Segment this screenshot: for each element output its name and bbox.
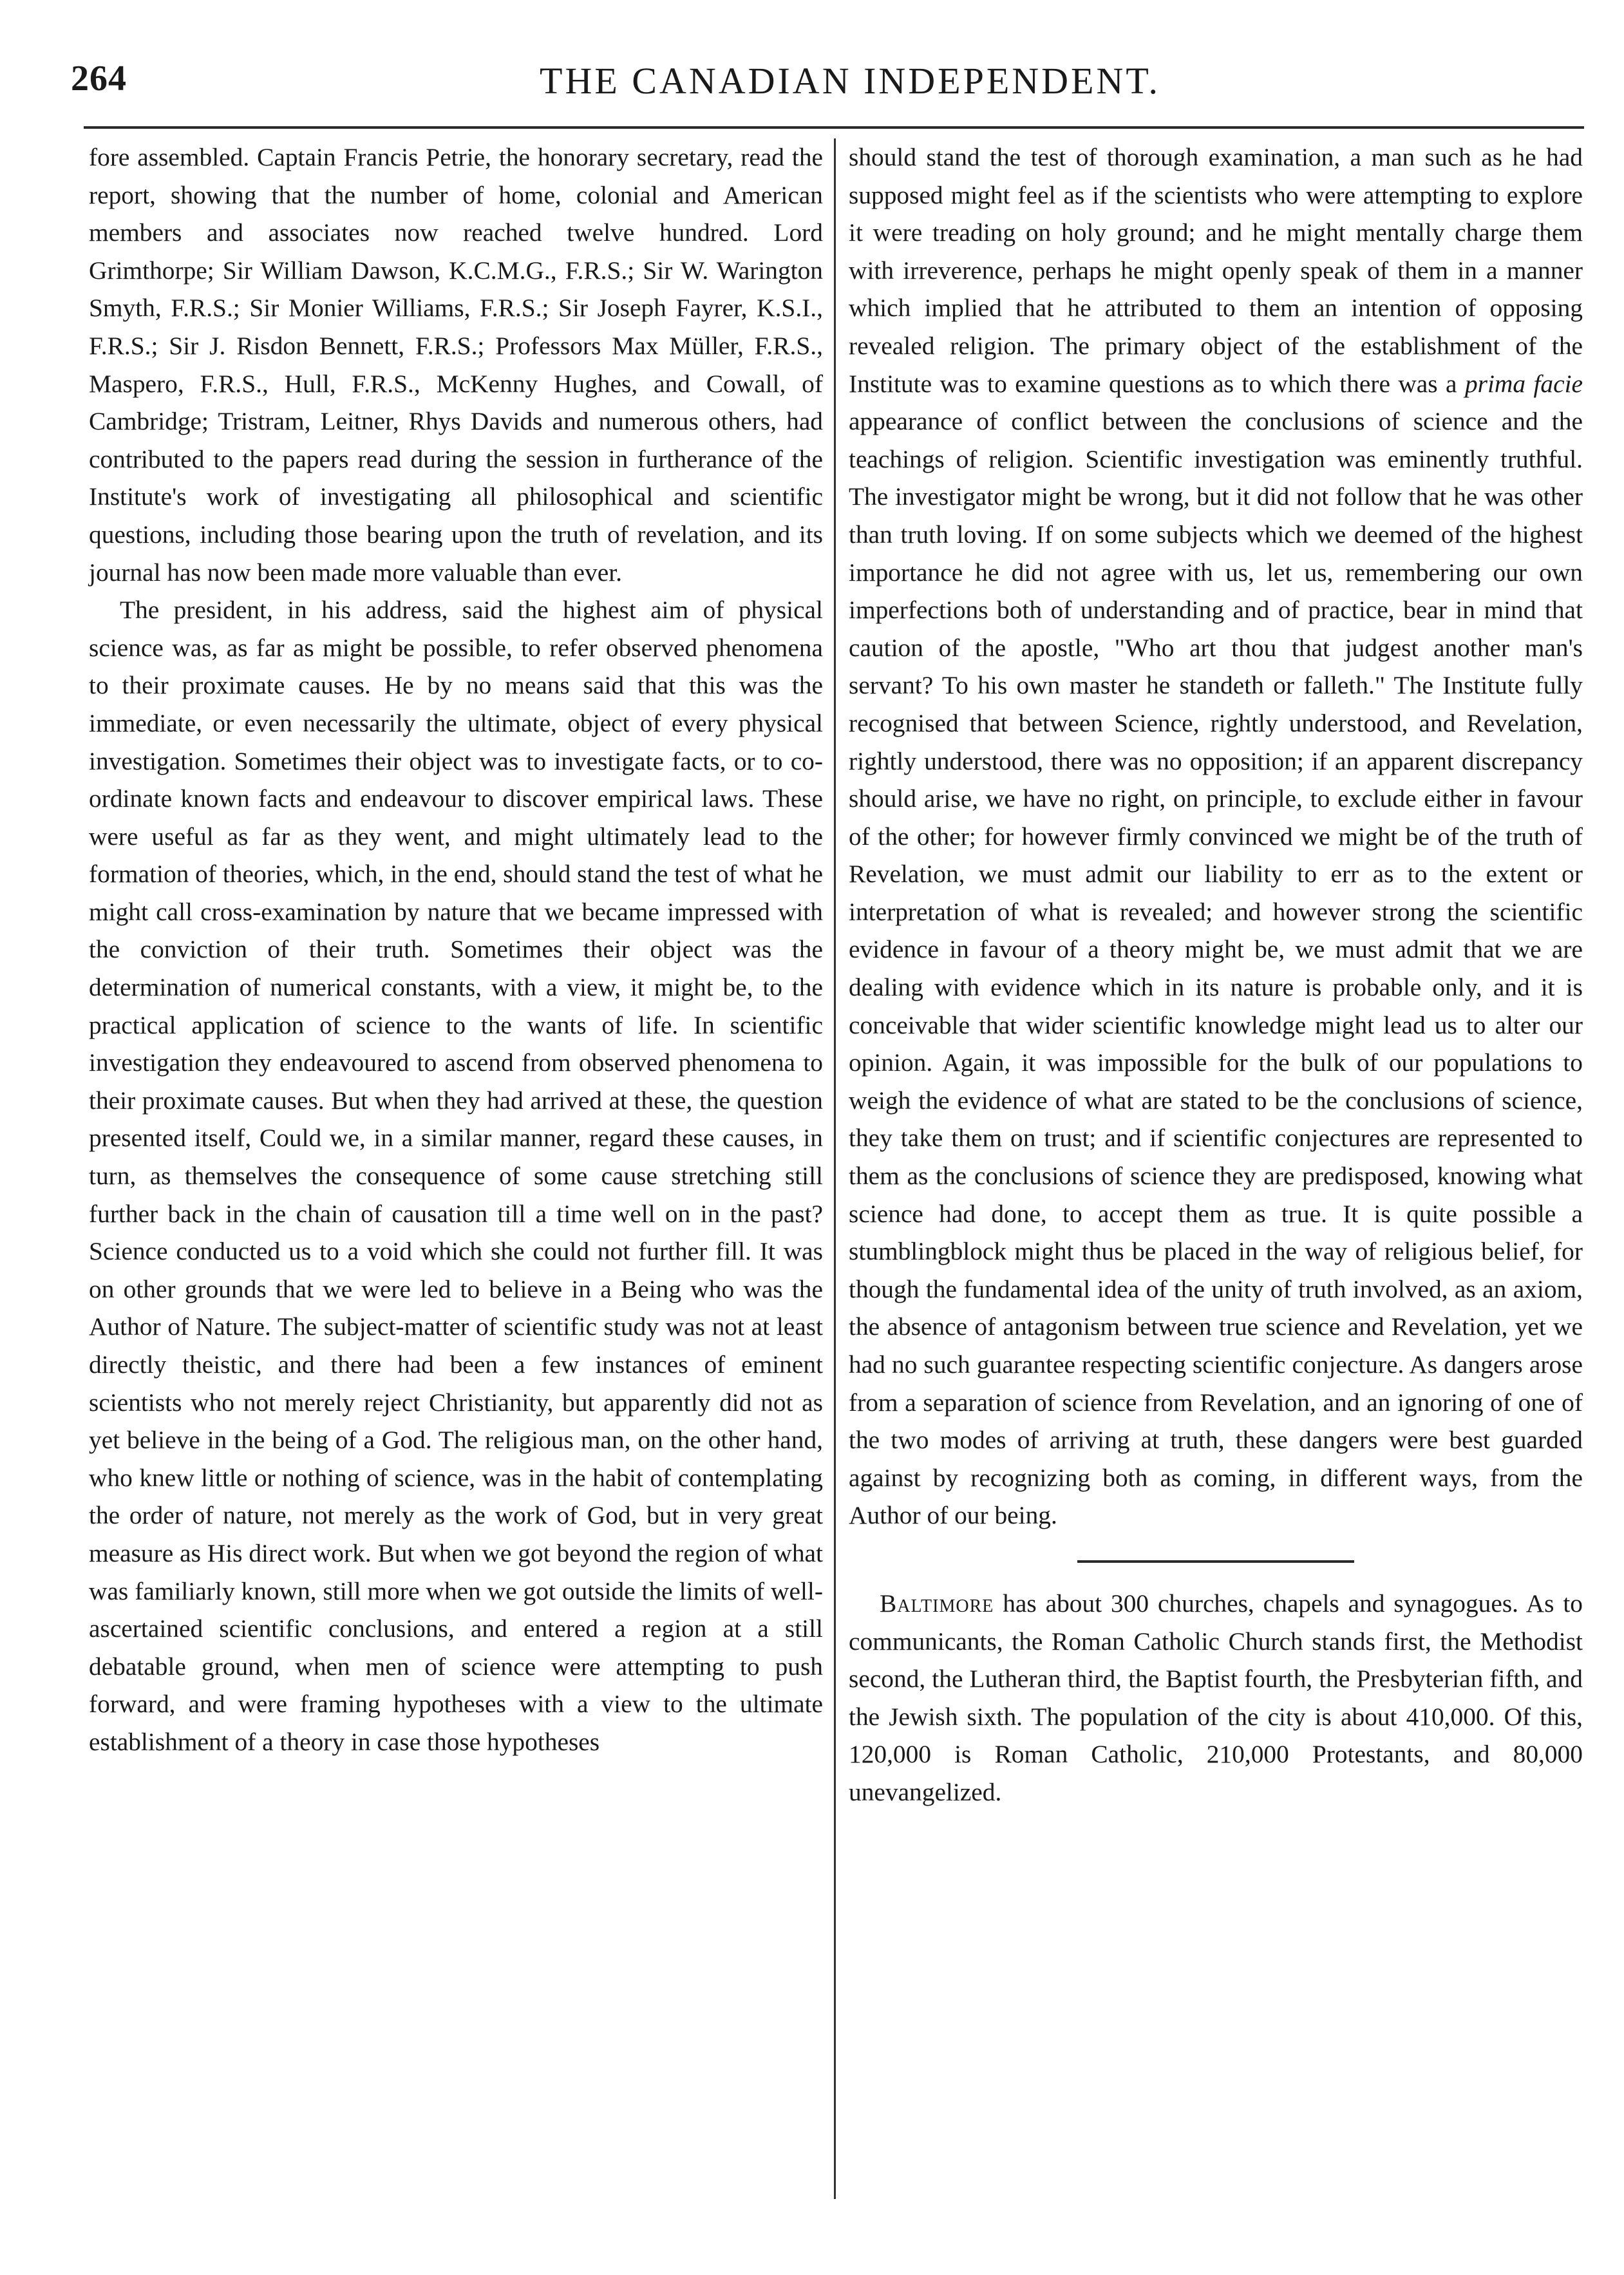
latin-phrase: prima facie — [1464, 369, 1583, 398]
right-paragraph-1-part-b: appearance of conflict between the conclusions of science and the teachings of religion. Scientific investigation was eminently truthful. The investigator might be wrong, but it did not follow that he was other than truth loving. If on some subjects which we deemed of the highest importance he did not agree with us, let us, remembering our own imperfections both of understanding and of practice, bear in mind that caution of the apostle, "Who art thou that judgest another man's servant? To his own master he standeth or falleth." The Institute fully recognised that between Science, rightly understood, and Revelation, rightly understood, there was no opposition; if an apparent discrepancy should arise, we have no right, on principle, to exclude either in favour of the other; for however firmly convinced we might be of the truth of Revelation, we must admit our liability to err as to the extent or interpretation of what is revealed; and however strong the scientific evidence in favour of a theory might be, we must admit that we are dealing with evidence which in its nature is probable only, and it is conceivable that wider scientific knowledge might lead us to alter our opinion. Again, it was impossible for the bulk of our populations to weigh the evidence of what are stated to be the conclusions of science, they take them on trust; and if scientific conjectures are represented to them as the conclusions of science they are predisposed, knowing what science had done, to accept them as true. It is quite possible a stumblingblock might thus be placed in the way of religious belief, for though the fundamental idea of the unity of truth involved, as an axiom, the absence of antagonism between true science and Revelation, yet we had no such guarantee respecting scientific conjecture. As dangers arose from a separation of science from Revelation, and an ignoring of one of the two modes of arriving at truth, these dangers were best guarded against by recognizing both as coming, in different ways, from the Author of our being. — [849, 407, 1583, 1530]
running-head — [71, 58, 1591, 116]
page-number: 264 — [71, 59, 127, 99]
column-divider — [834, 138, 836, 2199]
left-paragraph-2: The president, in his address, said the highest aim of physical science was, as far as might be possible, to refer observed phenomena to their proximate causes. He by no means said that this was the immediate, or even necessarily the ultimate, object of every physical investigation. Sometimes their object was to investigate facts, or to co-ordinate known facts and endeavour to discover empirical laws. These were useful as far as they went, and might ultimately lead to the formation of theories, which, in the end, should stand the test of what he might call cross-examination by nature that we became impressed with the conviction of their truth. Sometimes their object was the determination of numerical constants, with a view, it might be, to the practical application of science to the wants of life. In scientific investigation they endeavoured to ascend from observed phenomena to their proximate causes. But when they had arrived at these, the question presented itself, Could we, in a similar manner, regard these causes, in turn, as themselves the consequence of some cause stretching still further back in the chain of causation till a time well on in the past? Science conducted us to a void which she could not further fill. It was on other grounds that we were led to believe in a Being who was the Author of Nature. The subject-matter of scientific study was not at least directly theistic, and there had been a few instances of eminent scientists who not merely reject Christianity, but apparently did not as yet believe in the being of a God. The religious man, on the other hand, who knew little or nothing of science, was in the habit of contemplating the order of nature, not merely as the work of God, but in very great measure as His direct work. But when we got beyond the region of what was familiarly known, still more when we got outside the limits of well-ascertained scientific conclusions, and entered a region at a still debatable ground, when men of science were attempting to push forward, and were framing hypotheses with a view to the ultimate establishment of a theory in case those hypotheses — [89, 596, 823, 1756]
right-paragraph-2-body: has about 300 churches, chapels and synagogues. As to communicants, the Roman Catholic Church stands first, the Methodist second, the Lutheran third, the Baptist fourth, the Presbyterian fifth, and the Jewish sixth. The population of the city is about 410,000. Of this, 120,000 is Roman Catholic, 210,000 Protestants, and 80,000 unevangelized. — [849, 1589, 1583, 1806]
section-rule — [1077, 1560, 1354, 1563]
right-paragraph-1 — [849, 138, 1583, 1534]
right-column — [849, 138, 1583, 1811]
header-rule — [84, 126, 1584, 129]
right-paragraph-1-part-a: should stand the test of thorough examination, a man such as he had supposed might feel as if the scientists who were attempting to explore it were treading on holy ground; and he might mentally charge them with irreverence, perhaps he might openly speak of them in a manner which implied that he attributed to them an intention of opposing revealed religion. The primary object of the establishment of the Institute was to examine questions as to which there was a — [849, 143, 1583, 398]
baltimore-lead: Baltimore — [880, 1589, 994, 1618]
left-column — [89, 138, 823, 1761]
left-paragraph-1: fore assembled. Captain Francis Petrie, the honorary secretary, read the report, showing that the number of home, colonial and American members and associates now reached twelve hundred. Lord Grimthorpe; Sir William Dawson, K.C.M.G., F.R.S.; Sir W. Warington Smyth, F.R.S.; Sir Monier Williams, F.R.S.; Sir Joseph Fayrer, K.S.I., F.R.S.; Sir J. Risdon Bennett, F.R.S.; Professors Max Müller, F.R.S., Maspero, F.R.S., Hull, F.R.S., McKenny Hughes, and Cowall, of Cambridge; Tristram, Leitner, Rhys Davids and numerous others, had contributed to the papers read during the session in furtherance of the Institute's work of investigating all philosophical and scientific questions, including those bearing upon the truth of revelation, and its journal has now been made more valuable than ever. — [89, 143, 823, 587]
right-paragraph-2 — [849, 1585, 1583, 1811]
journal-title: THE CANADIAN INDEPENDENT. — [540, 60, 1160, 102]
